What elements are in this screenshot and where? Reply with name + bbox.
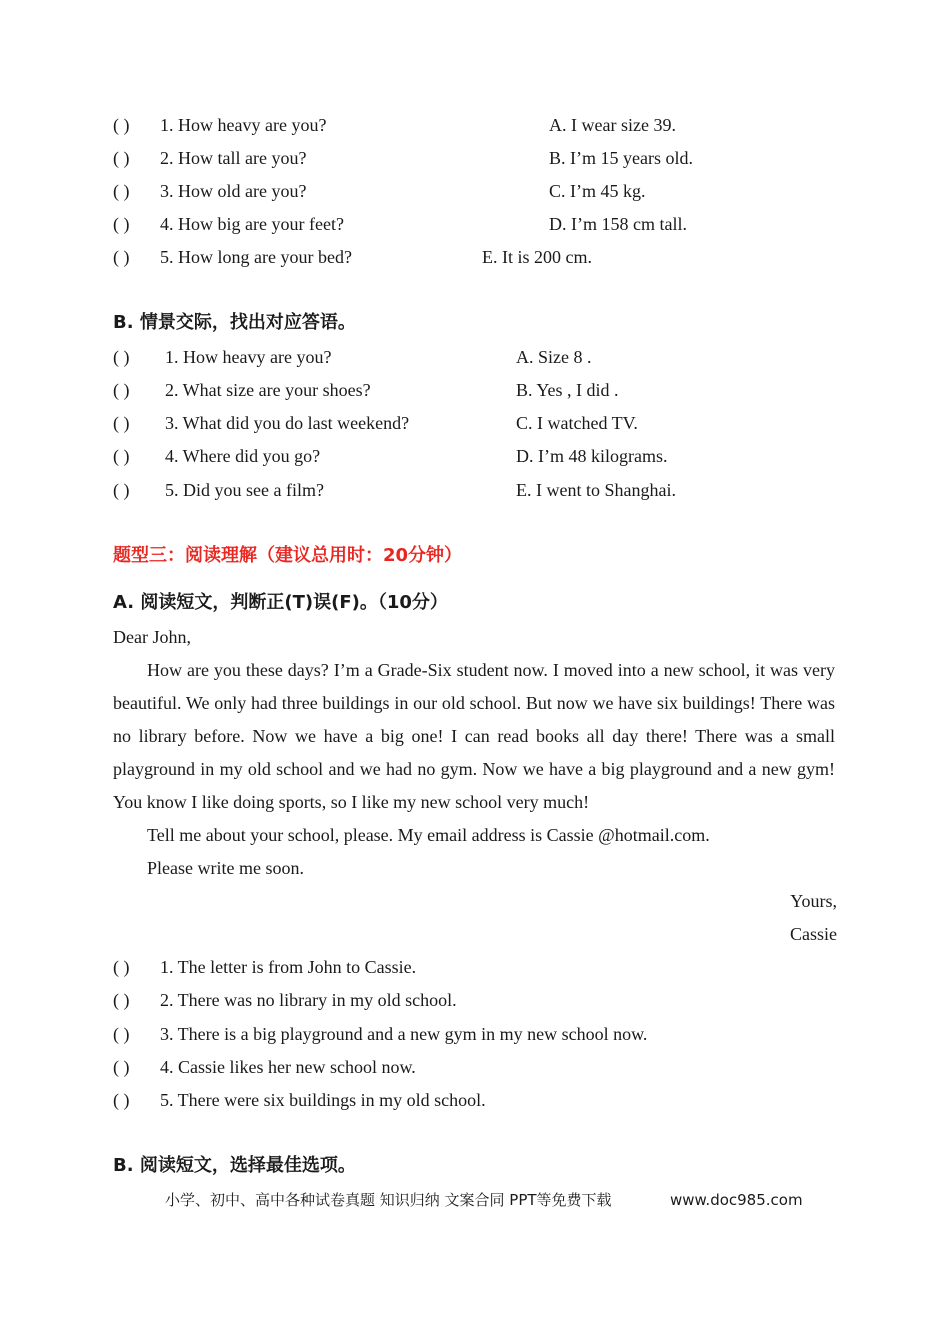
answer-blank[interactable]: ( ): [113, 1090, 130, 1110]
answer-blank[interactable]: ( ): [113, 115, 130, 135]
letter-signature: Cassie: [790, 924, 837, 944]
answer-blank[interactable]: ( ): [113, 446, 130, 466]
statement-text: 2. There was no library in my old school.: [160, 990, 457, 1010]
section-b-heading: B. 情景交际，找出对应答语。: [113, 312, 356, 333]
part-a-heading: A. 阅读短文，判断正(T)误(F)。（10分）: [113, 592, 448, 613]
answer-blank[interactable]: ( ): [113, 413, 130, 433]
answer-option: C. I watched TV.: [516, 413, 638, 433]
answer-blank[interactable]: ( ): [113, 347, 130, 367]
answer-blank[interactable]: ( ): [113, 990, 130, 1010]
question-text: 1. How heavy are you?: [165, 347, 332, 367]
letter-closing: Yours,: [790, 891, 837, 911]
answer-blank[interactable]: ( ): [113, 214, 130, 234]
answer-option: D. I’m 48 kilograms.: [516, 446, 668, 466]
footer-link[interactable]: www.doc985.com: [670, 1191, 803, 1209]
letter-paragraph-2: Tell me about your school, please. My email address is Cassie @hotmail.com.: [147, 825, 710, 845]
footer-text: 小学、初中、高中各种试卷真题 知识归纳 文案合同 PPT等免费下载: [165, 1191, 612, 1209]
answer-option: A. I wear size 39.: [549, 115, 676, 135]
letter-paragraph-1: How are you these days? I’m a Grade-Six student now. I moved into a new school, it was very beautiful. We only had three buildings in our old school. But now we have six buildings! There was no library before. Now we have a big one! I can read books all day there! There was a small playground in my old school and we had no gym. Now we have a big playground and a new gym! You know I like doing sports, so I like my new school very much!: [113, 660, 835, 812]
letter-paragraph-3: Please write me soon.: [147, 858, 304, 878]
part-b-heading: B. 阅读短文，选择最佳选项。: [113, 1155, 356, 1176]
answer-option: B. I’m 15 years old.: [549, 148, 693, 168]
question-text: 1. How heavy are you?: [160, 115, 327, 135]
answer-blank[interactable]: ( ): [113, 1024, 130, 1044]
question-text: 3. How old are you?: [160, 181, 307, 201]
answer-option: A. Size 8 .: [516, 347, 592, 367]
answer-option: E. It is 200 cm.: [482, 247, 592, 267]
answer-blank[interactable]: ( ): [113, 148, 130, 168]
statement-text: 4. Cassie likes her new school now.: [160, 1057, 416, 1077]
answer-option: E. I went to Shanghai.: [516, 480, 676, 500]
statement-text: 3. There is a big playground and a new gym in my new school now.: [160, 1024, 648, 1044]
question-text: 2. How tall are you?: [160, 148, 307, 168]
answer-blank[interactable]: ( ): [113, 181, 130, 201]
question-text: 5. How long are your bed?: [160, 247, 352, 267]
answer-blank[interactable]: ( ): [113, 480, 130, 500]
answer-blank[interactable]: ( ): [113, 957, 130, 977]
question-text: 3. What did you do last weekend?: [165, 413, 410, 433]
answer-blank[interactable]: ( ): [113, 247, 130, 267]
statement-text: 5. There were six buildings in my old school.: [160, 1090, 486, 1110]
answer-option: D. I’m 158 cm tall.: [549, 214, 687, 234]
statement-text: 1. The letter is from John to Cassie.: [160, 957, 417, 977]
question-text: 4. How big are your feet?: [160, 214, 344, 234]
page-footer: [165, 1190, 803, 1210]
section3-title: 题型三：阅读理解（建议总用时：20分钟）: [113, 545, 463, 566]
answer-blank[interactable]: ( ): [113, 380, 130, 400]
answer-blank[interactable]: ( ): [113, 1057, 130, 1077]
question-text: 2. What size are your shoes?: [165, 380, 371, 400]
question-text: 4. Where did you go?: [165, 446, 321, 466]
answer-option: C. I’m 45 kg.: [549, 181, 646, 201]
question-text: 5. Did you see a film?: [165, 480, 324, 500]
letter-greeting: Dear John,: [113, 627, 191, 647]
answer-option: B. Yes , I did .: [516, 380, 619, 400]
